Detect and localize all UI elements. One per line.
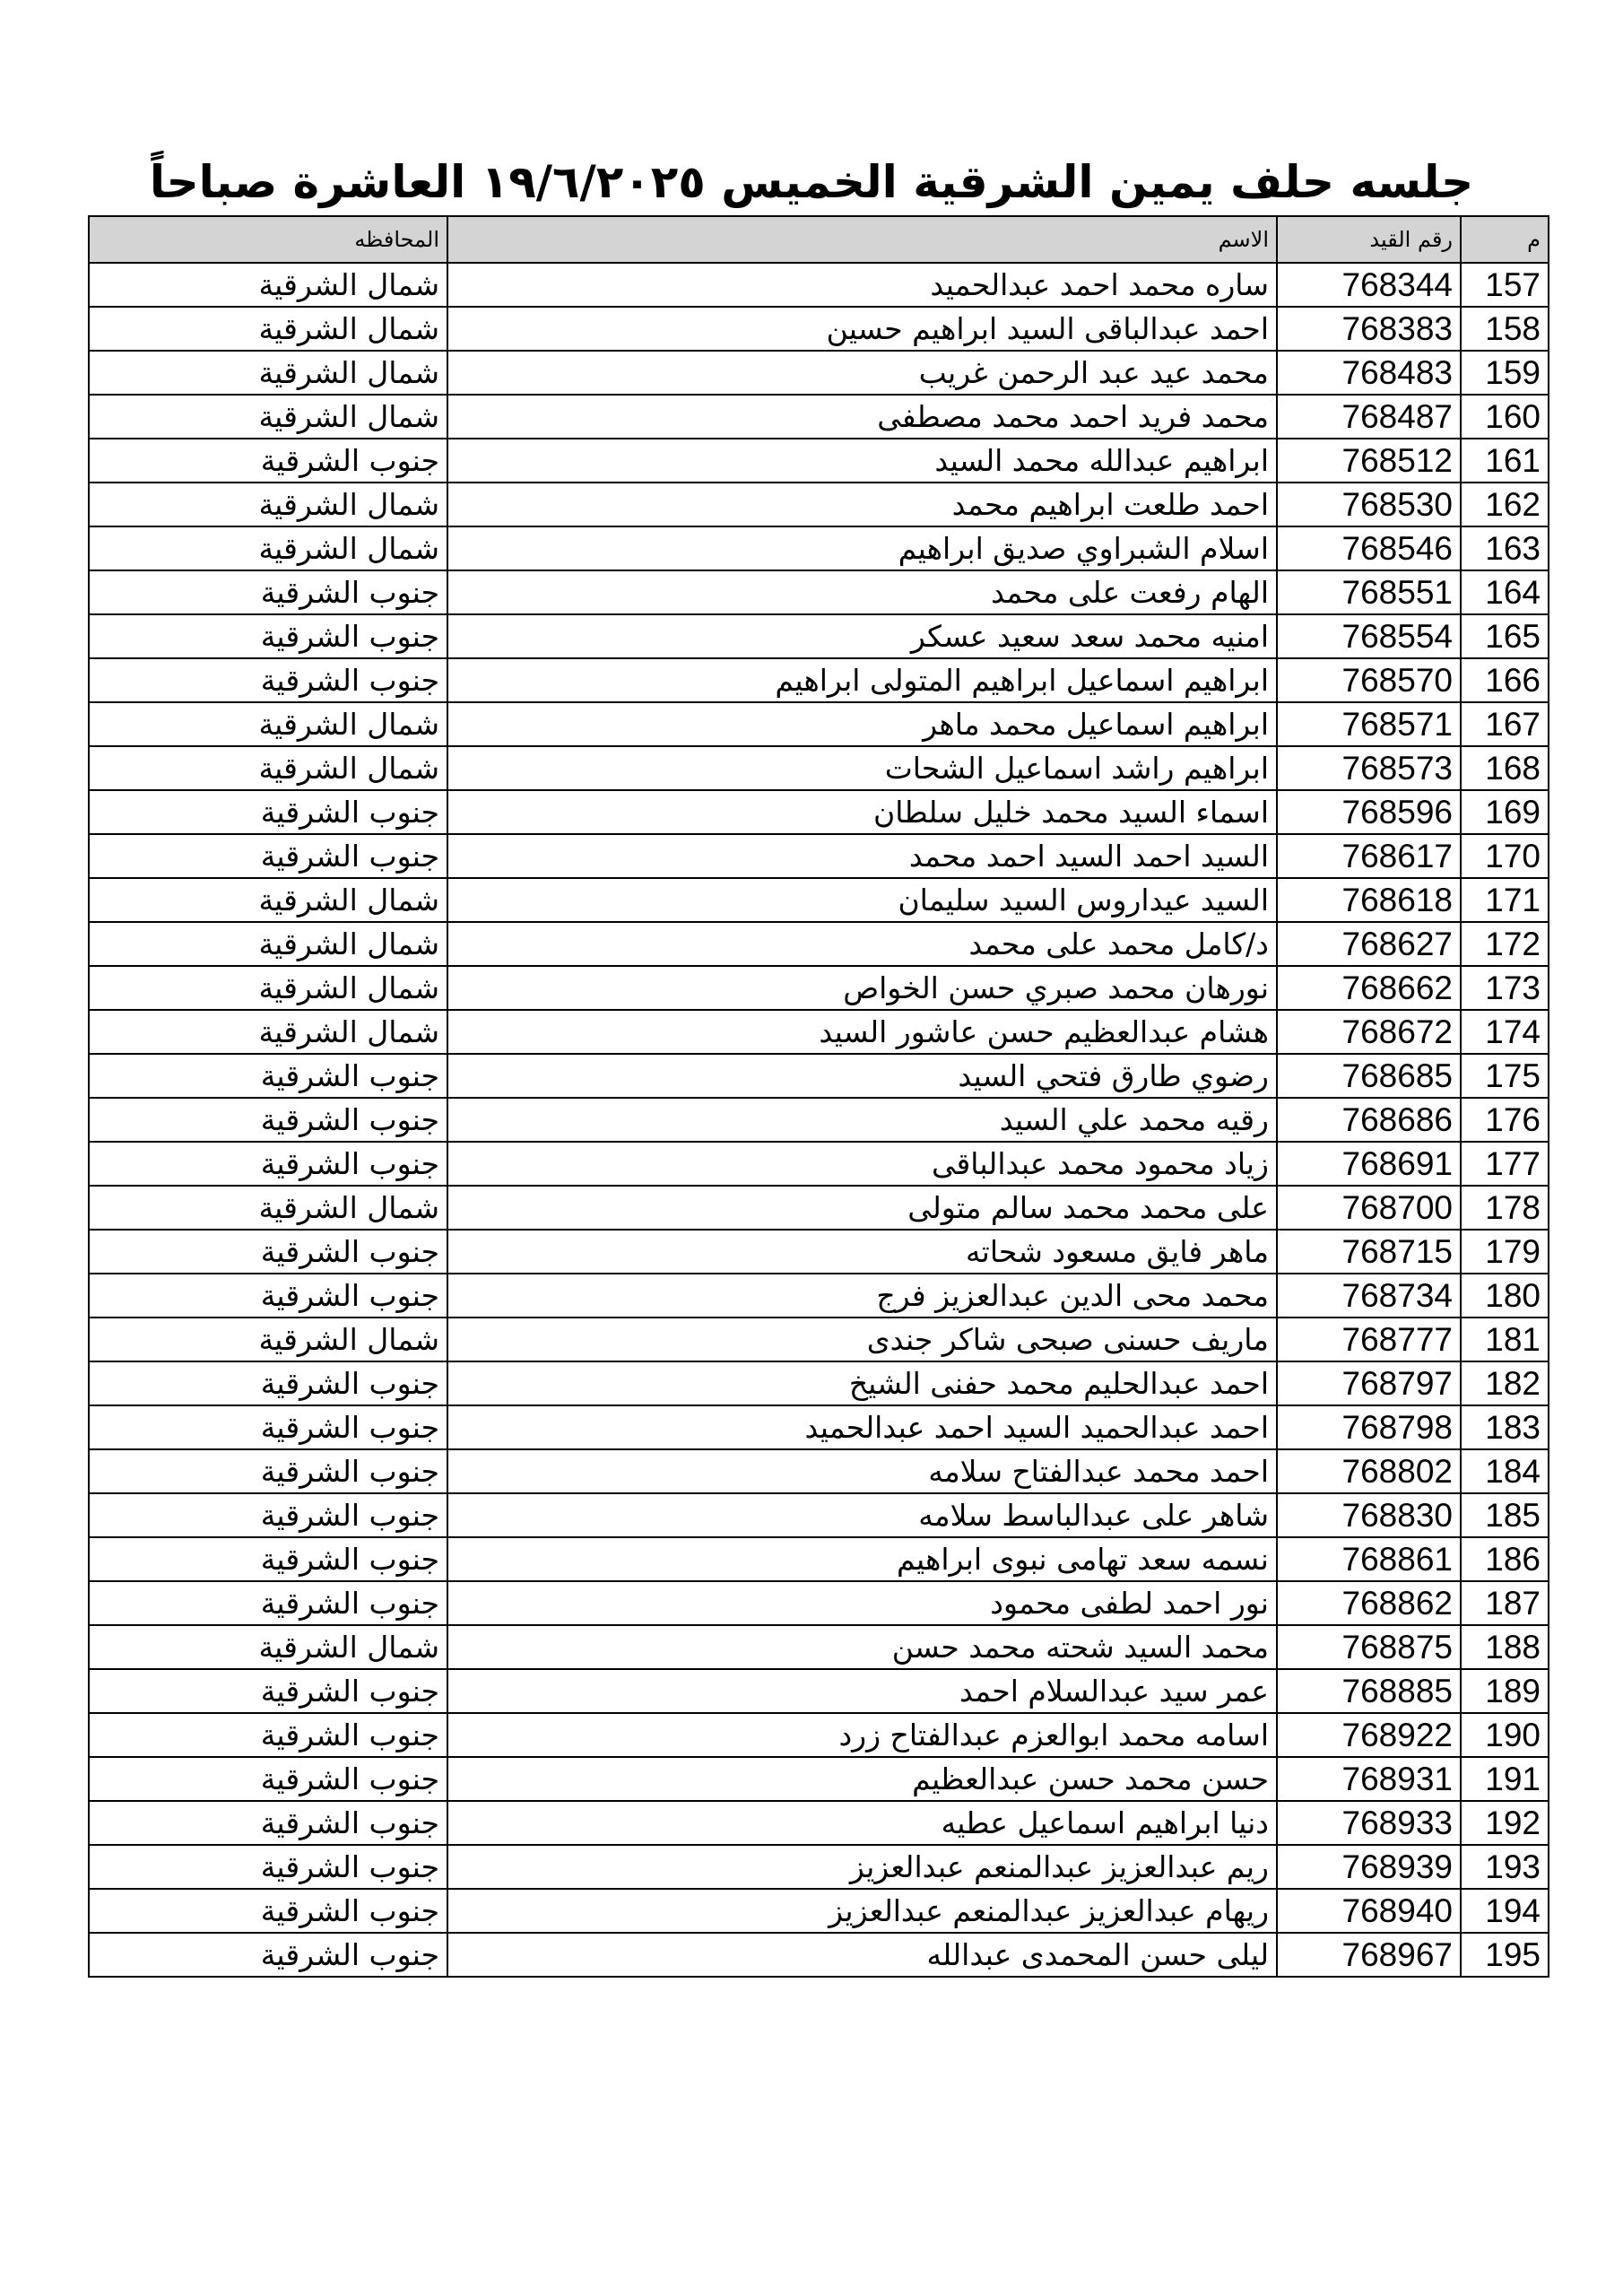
governorate-cell: شمال الشرقية [89,483,447,526]
governorate-cell: شمال الشرقية [89,307,447,351]
name-cell: السيد احمد السيد احمد محمد [447,834,1277,878]
table-row [89,1493,1549,1537]
serial-cell: 159 [1461,351,1549,395]
governorate-cell: جنوب الشرقية [89,834,447,878]
name-cell: السيد عيداروس السيد سليمان [447,878,1277,922]
governorate-cell: جنوب الشرقية [89,1889,447,1933]
serial-cell: 178 [1461,1186,1549,1230]
table-row [89,966,1549,1010]
serial-cell: 174 [1461,1010,1549,1054]
table-row [89,1845,1549,1889]
name-cell: د/كامل محمد على محمد [447,922,1277,966]
governorate-cell: جنوب الشرقية [89,1537,447,1581]
serial-cell: 195 [1461,1933,1549,1977]
name-cell: نورهان محمد صبري حسن الخواص [447,966,1277,1010]
table-row [89,1054,1549,1098]
table-row [89,1801,1549,1845]
name-cell: شاهر على عبدالباسط سلامه [447,1493,1277,1537]
table-row [89,570,1549,614]
name-cell: نور احمد لطفى محمود [447,1581,1277,1625]
governorate-cell: شمال الشرقية [89,395,447,439]
name-cell: امنيه محمد سعد سعيد عسكر [447,614,1277,658]
serial-cell: 188 [1461,1625,1549,1669]
governorate-cell: جنوب الشرقية [89,1361,447,1405]
registration-number-cell: 768939 [1277,1845,1461,1889]
governorate-cell: شمال الشرقية [89,1625,447,1669]
name-cell: احمد عبدالحليم محمد حفنى الشيخ [447,1361,1277,1405]
serial-cell: 167 [1461,702,1549,746]
table-row [89,1186,1549,1230]
name-cell: دنيا ابراهيم اسماعيل عطيه [447,1801,1277,1845]
table-row [89,1889,1549,1933]
registration-number-cell: 768933 [1277,1801,1461,1845]
name-cell: اسلام الشبراوي صديق ابراهيم [447,526,1277,570]
governorate-cell: شمال الشرقية [89,1318,447,1361]
governorate-cell: جنوب الشرقية [89,1933,447,1977]
registration-number-cell: 768861 [1277,1537,1461,1581]
serial-cell: 160 [1461,395,1549,439]
table-row [89,1142,1549,1186]
registration-number-cell: 768700 [1277,1186,1461,1230]
roster-table-container [90,215,1549,1978]
registration-number-cell: 768344 [1277,263,1461,307]
governorate-cell: جنوب الشرقية [89,658,447,702]
serial-cell: 191 [1461,1757,1549,1801]
governorate-cell: جنوب الشرقية [89,1405,447,1449]
governorate-cell: جنوب الشرقية [89,614,447,658]
table-row [89,790,1549,834]
registration-number-cell: 768967 [1277,1933,1461,1977]
table-row [89,1318,1549,1361]
registration-number-cell: 768922 [1277,1713,1461,1757]
serial-cell: 166 [1461,658,1549,702]
registration-number-cell: 768734 [1277,1274,1461,1318]
serial-cell: 158 [1461,307,1549,351]
name-cell: نسمه سعد تهامى نبوى ابراهيم [447,1537,1277,1581]
governorate-cell: شمال الشرقية [89,263,447,307]
name-cell: احمد عبدالباقى السيد ابراهيم حسين [447,307,1277,351]
name-cell: هشام عبدالعظيم حسن عاشور السيد [447,1010,1277,1054]
table-row [89,746,1549,790]
page-title: جلسه حلف يمين الشرقية الخميس ١٩/٦/٢٠٢٥ العاشرة صباحاً [149,156,1474,208]
serial-cell: 179 [1461,1230,1549,1274]
registration-number-cell: 768885 [1277,1669,1461,1713]
registration-number-cell: 768627 [1277,922,1461,966]
governorate-cell: شمال الشرقية [89,878,447,922]
governorate-cell: جنوب الشرقية [89,1142,447,1186]
registration-number-cell: 768512 [1277,439,1461,483]
name-cell: ماريف حسنى صبحى شاكر جندى [447,1318,1277,1361]
roster-table [88,215,1549,1978]
header-serial: م [1461,216,1549,263]
table-row [89,439,1549,483]
registration-number-cell: 768570 [1277,658,1461,702]
name-cell: محمد فريد احمد محمد مصطفى [447,395,1277,439]
registration-number-cell: 768875 [1277,1625,1461,1669]
header-governorate: المحافظه [89,216,447,263]
name-cell: ابراهيم راشد اسماعيل الشحات [447,746,1277,790]
name-cell: ابراهيم عبدالله محمد السيد [447,439,1277,483]
name-cell: ابراهيم اسماعيل محمد ماهر [447,702,1277,746]
registration-number-cell: 768383 [1277,307,1461,351]
serial-cell: 186 [1461,1537,1549,1581]
serial-cell: 184 [1461,1449,1549,1493]
table-row [89,1713,1549,1757]
governorate-cell: جنوب الشرقية [89,439,447,483]
table-row [89,307,1549,351]
table-header [89,216,1549,263]
registration-number-cell: 768862 [1277,1581,1461,1625]
serial-cell: 183 [1461,1405,1549,1449]
name-cell: احمد طلعت ابراهيم محمد [447,483,1277,526]
serial-cell: 192 [1461,1801,1549,1845]
registration-number-cell: 768483 [1277,351,1461,395]
governorate-cell: جنوب الشرقية [89,1274,447,1318]
table-row [89,1361,1549,1405]
table-row [89,526,1549,570]
table-row [89,1537,1549,1581]
registration-number-cell: 768551 [1277,570,1461,614]
registration-number-cell: 768546 [1277,526,1461,570]
name-cell: محمد السيد شحته محمد حسن [447,1625,1277,1669]
serial-cell: 157 [1461,263,1549,307]
table-row [89,1230,1549,1274]
table-row [89,1933,1549,1977]
governorate-cell: جنوب الشرقية [89,1054,447,1098]
registration-number-cell: 768798 [1277,1405,1461,1449]
registration-number-cell: 768931 [1277,1757,1461,1801]
name-cell: ابراهيم اسماعيل ابراهيم المتولى ابراهيم [447,658,1277,702]
serial-cell: 169 [1461,790,1549,834]
serial-cell: 194 [1461,1889,1549,1933]
table-row [89,834,1549,878]
name-cell: ماهر فايق مسعود شحاته [447,1230,1277,1274]
registration-number-cell: 768830 [1277,1493,1461,1537]
governorate-cell: جنوب الشرقية [89,570,447,614]
serial-cell: 187 [1461,1581,1549,1625]
registration-number-cell: 768554 [1277,614,1461,658]
serial-cell: 180 [1461,1274,1549,1318]
registration-number-cell: 768573 [1277,746,1461,790]
registration-number-cell: 768777 [1277,1318,1461,1361]
name-cell: ساره محمد احمد عبدالحميد [447,263,1277,307]
table-row [89,1757,1549,1801]
governorate-cell: جنوب الشرقية [89,1449,447,1493]
governorate-cell: جنوب الشرقية [89,1757,447,1801]
header-registration-number: رقم القيد [1277,216,1461,263]
serial-cell: 193 [1461,1845,1549,1889]
registration-number-cell: 768686 [1277,1098,1461,1142]
serial-cell: 176 [1461,1098,1549,1142]
name-cell: ريهام عبدالعزيز عبدالمنعم عبدالعزيز [447,1889,1277,1933]
governorate-cell: جنوب الشرقية [89,1713,447,1757]
governorate-cell: جنوب الشرقية [89,1098,447,1142]
governorate-cell: شمال الشرقية [89,966,447,1010]
table-row [89,1098,1549,1142]
serial-cell: 162 [1461,483,1549,526]
name-cell: عمر سيد عبدالسلام احمد [447,1669,1277,1713]
governorate-cell: جنوب الشرقية [89,1845,447,1889]
table-row [89,658,1549,702]
governorate-cell: شمال الشرقية [89,922,447,966]
registration-number-cell: 768940 [1277,1889,1461,1933]
governorate-cell: شمال الشرقية [89,351,447,395]
governorate-cell: جنوب الشرقية [89,1801,447,1845]
serial-cell: 168 [1461,746,1549,790]
serial-cell: 164 [1461,570,1549,614]
name-cell: اسماء السيد محمد خليل سلطان [447,790,1277,834]
registration-number-cell: 768802 [1277,1449,1461,1493]
table-row [89,483,1549,526]
table-row [89,1010,1549,1054]
serial-cell: 161 [1461,439,1549,483]
serial-cell: 190 [1461,1713,1549,1757]
serial-cell: 171 [1461,878,1549,922]
name-cell: محمد عيد عبد الرحمن غريب [447,351,1277,395]
serial-cell: 185 [1461,1493,1549,1537]
name-cell: اسامه محمد ابوالعزم عبدالفتاح زرد [447,1713,1277,1757]
table-row [89,922,1549,966]
registration-number-cell: 768530 [1277,483,1461,526]
name-cell: الهام رفعت على محمد [447,570,1277,614]
table-row [89,702,1549,746]
governorate-cell: جنوب الشرقية [89,1230,447,1274]
table-body [89,263,1549,1977]
serial-cell: 163 [1461,526,1549,570]
serial-cell: 165 [1461,614,1549,658]
governorate-cell: جنوب الشرقية [89,1493,447,1537]
serial-cell: 175 [1461,1054,1549,1098]
registration-number-cell: 768691 [1277,1142,1461,1186]
governorate-cell: شمال الشرقية [89,526,447,570]
governorate-cell: جنوب الشرقية [89,1581,447,1625]
table-row [89,351,1549,395]
registration-number-cell: 768571 [1277,702,1461,746]
registration-number-cell: 768487 [1277,395,1461,439]
name-cell: على محمد محمد سالم متولى [447,1186,1277,1230]
serial-cell: 177 [1461,1142,1549,1186]
governorate-cell: شمال الشرقية [89,702,447,746]
registration-number-cell: 768672 [1277,1010,1461,1054]
serial-cell: 181 [1461,1318,1549,1361]
name-cell: محمد محى الدين عبدالعزيز فرج [447,1274,1277,1318]
table-row [89,1669,1549,1713]
governorate-cell: جنوب الشرقية [89,790,447,834]
registration-number-cell: 768797 [1277,1361,1461,1405]
registration-number-cell: 768715 [1277,1230,1461,1274]
name-cell: ريم عبدالعزيز عبدالمنعم عبدالعزيز [447,1845,1277,1889]
header-row [89,216,1549,263]
registration-number-cell: 768618 [1277,878,1461,922]
registration-number-cell: 768662 [1277,966,1461,1010]
table-row [89,878,1549,922]
name-cell: احمد محمد عبدالفتاح سلامه [447,1449,1277,1493]
serial-cell: 182 [1461,1361,1549,1405]
governorate-cell: شمال الشرقية [89,746,447,790]
table-row [89,1581,1549,1625]
governorate-cell: شمال الشرقية [89,1186,447,1230]
name-cell: زياد محمود محمد عبدالباقى [447,1142,1277,1186]
governorate-cell: شمال الشرقية [89,1010,447,1054]
table-row [89,395,1549,439]
serial-cell: 170 [1461,834,1549,878]
table-row [89,1274,1549,1318]
serial-cell: 189 [1461,1669,1549,1713]
governorate-cell: جنوب الشرقية [89,1669,447,1713]
table-row [89,1625,1549,1669]
registration-number-cell: 768596 [1277,790,1461,834]
registration-number-cell: 768617 [1277,834,1461,878]
name-cell: حسن محمد حسن عبدالعظيم [447,1757,1277,1801]
table-row [89,263,1549,307]
table-row [89,1405,1549,1449]
name-cell: رضوي طارق فتحي السيد [447,1054,1277,1098]
table-row [89,1449,1549,1493]
registration-number-cell: 768685 [1277,1054,1461,1098]
header-name: الاسم [447,216,1277,263]
table-row [89,614,1549,658]
serial-cell: 173 [1461,966,1549,1010]
name-cell: ليلى حسن المحمدى عبدالله [447,1933,1277,1977]
name-cell: احمد عبدالحميد السيد احمد عبدالحميد [447,1405,1277,1449]
name-cell: رقيه محمد علي السيد [447,1098,1277,1142]
serial-cell: 172 [1461,922,1549,966]
